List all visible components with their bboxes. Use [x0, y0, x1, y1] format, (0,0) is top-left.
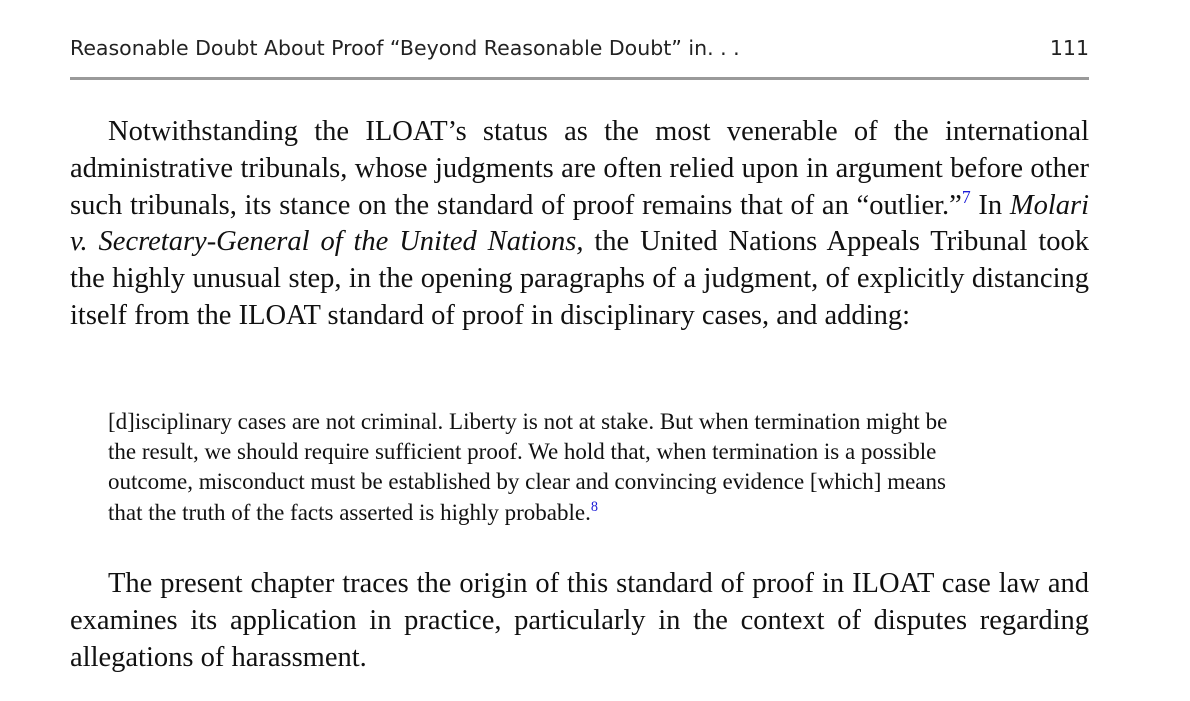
- paragraph-1-text-a: Notwithstanding the ILOAT’s status as the most venerable of the international administrative tribunals, whose judgments are often relied upon in argument before other such tribunals, its stance on the standard of proof remains that of an “outlier.”: [70, 116, 1089, 221]
- footnote-ref-8[interactable]: 8: [590, 498, 598, 515]
- quote-line-2: the result, we should require sufficient proof. We hold that, when termination is a possible: [108, 439, 937, 465]
- block-quote: [108, 407, 1053, 528]
- case-name: Molari v. Secretary-General of the United Nations,: [70, 189, 1089, 258]
- running-head: [70, 36, 1089, 68]
- footnote-ref-7[interactable]: 7: [961, 186, 971, 207]
- quote-line-1: [d]isciplinary cases are not criminal. Liberty is not at stake. But when termination might be: [108, 409, 948, 434]
- header-rule: [70, 77, 1089, 80]
- page-number: 111: [1049, 36, 1089, 60]
- quote-line-3: outcome, misconduct must be established by clear and convincing evidence [which] means: [108, 469, 946, 495]
- quote-line-4: that the truth of the facts asserted is highly probable.: [108, 499, 591, 525]
- body-paragraph-1: [70, 114, 1089, 335]
- running-head-title: Reasonable Doubt About Proof “Beyond Reasonable Doubt” in. . .: [70, 36, 740, 60]
- paragraph-1-text-b: In: [970, 189, 1010, 221]
- paragraph-1-text-c: the United Nations Appeals Tribunal took the highly unusual step, in the opening paragraphs of a judgment, of explicitly distancing itself from the ILOAT standard of proof in disciplinary cases, and adding:: [70, 226, 1089, 331]
- body-paragraph-2: The present chapter traces the origin of this standard of proof in ILOAT case law and examines its application in practice, particularly in the context of disputes regarding allegations of harassment.: [70, 568, 1089, 673]
